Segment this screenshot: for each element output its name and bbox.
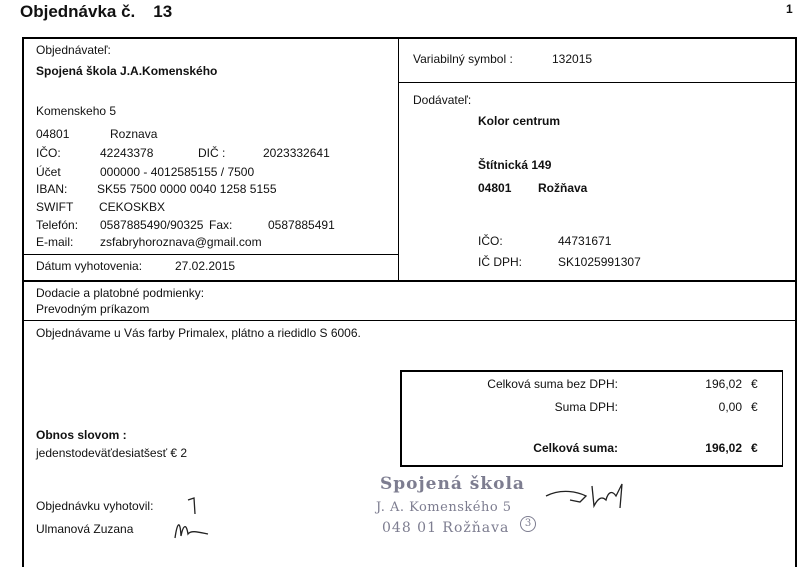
net-total-currency: € [751,377,758,391]
date-label: Dátum vyhotovenia: [36,259,143,273]
orderer-swift-label: SWIFT [36,200,74,214]
supplier-ico-label: IČO: [478,234,503,248]
divider-vertical [398,37,399,280]
words-value: jedenstodeväťdesiatšesť € 2 [36,446,188,460]
orderer-ico-label: IČO: [36,146,61,160]
supplier-icdph-label: IČ DPH: [478,255,523,269]
orderer-account: 000000 - 4012585155 / 7500 [100,165,255,179]
conditions-label: Dodacie a platobné podmienky: [36,286,205,300]
order-number: 13 [153,2,173,21]
orderer-phone: 0587885490/90325 [100,218,204,232]
supplier-zip: 04801 [478,181,512,195]
orderer-fax: 0587885491 [268,218,335,232]
page-number: 1 [786,2,793,16]
supplier-icdph: SK1025991307 [558,255,641,269]
issued-by-name: Ulmanová Zuzana [36,522,134,536]
orderer-email-label: E-mail: [36,235,74,249]
orderer-ico: 42243378 [100,146,154,160]
net-total-label: Celková suma bez DPH: [487,377,618,391]
issued-by-label: Objednávku vyhotovil: [36,499,154,513]
orderer-iban-label: IBAN: [36,182,68,196]
divider-vs [398,82,796,83]
supplier-ico: 44731671 [558,234,612,248]
variable-symbol-value: 132015 [552,52,593,66]
orderer-label: Objednávateľ: [36,43,111,57]
order-text: Objednávame u Vás farby Primalex, plátno a riedidlo S 6006. [36,326,361,340]
orderer-account-label: Účet [36,165,61,179]
stamp-line-2: J. A. Komenského 5 [376,500,512,515]
title-label: Objednávka č. [20,2,136,21]
supplier-city: Rožňava [538,181,588,195]
date-value: 27.02.2015 [175,259,236,273]
orderer-swift: CEKOSKBX [99,200,166,214]
grand-total-label: Celková suma: [533,441,618,455]
orderer-dic-label: DIČ : [198,146,226,160]
orderer-dic: 2023332641 [263,146,330,160]
vat-currency: € [751,400,758,414]
divider-date [22,254,398,255]
vat-value: 0,00 [718,400,742,414]
issuer-signature-icon [172,514,212,542]
orderer-name: Spojená škola J.A.Komenského [36,64,218,78]
divider-conditions [22,280,797,282]
orderer-zip: 04801 [36,127,70,141]
net-total-value: 196,02 [705,377,742,391]
stamp-number: 3 [520,516,536,532]
orderer-email: zsfabryhoroznava@gmail.com [100,235,262,249]
words-label: Obnos slovom : [36,428,127,442]
conditions-value: Prevodným príkazom [36,302,150,316]
orderer-iban: SK55 7500 0000 0040 1258 5155 [97,182,277,196]
director-signature-icon [542,478,642,518]
grand-total-currency: € [751,441,758,455]
supplier-label: Dodávateľ: [413,93,472,107]
orderer-phone-label: Telefón: [36,218,79,232]
grand-total-value: 196,02 [705,441,742,455]
stamp-line-3: 048 01 Rožňava [382,520,510,536]
supplier-street: Štítnická 149 [478,158,552,172]
orderer-fax-label: Fax: [209,218,233,232]
variable-symbol-label: Variabilný symbol : [413,52,513,66]
divider-order [22,320,797,321]
document-title [20,2,172,22]
orderer-street: Komenskeho 5 [36,104,117,118]
orderer-city: Roznava [110,127,158,141]
supplier-name: Kolor centrum [478,114,561,128]
vat-label: Suma DPH: [554,400,618,414]
stamp-line-1: Spojená škola [380,474,525,494]
